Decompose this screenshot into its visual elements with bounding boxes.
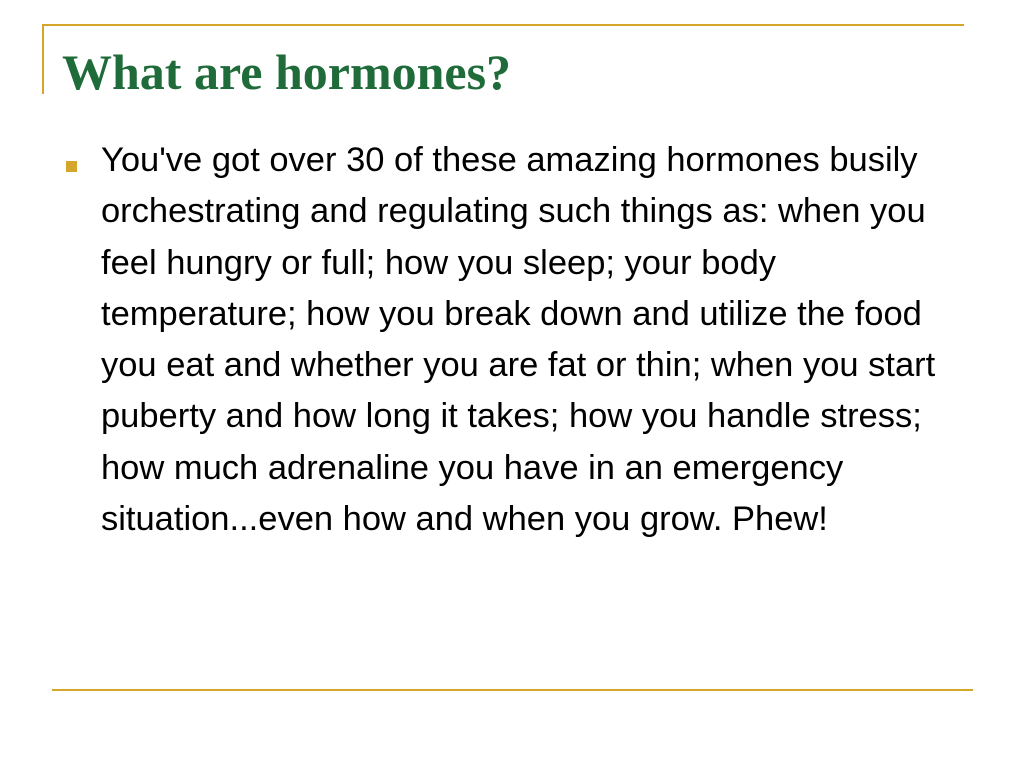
bottom-rule <box>52 689 973 691</box>
bullet-text: You've got over 30 of these amazing hormones busily orchestrating and regulating such things as: when you feel hungry or full; how you sleep; your body temperature; how you break down and utilize the food you eat and whether you are fat or thin; when you start puberty and how long it takes; how you handle stress; how much adrenaline you have in an emergency situation...even how and when you grow. Phew! <box>101 141 936 539</box>
bullet-item <box>62 135 962 545</box>
slide-title: What are hormones? <box>62 44 512 100</box>
bullet-list <box>62 135 962 545</box>
left-rule <box>42 24 44 94</box>
square-bullet-icon <box>66 161 77 172</box>
top-rule <box>42 24 964 26</box>
